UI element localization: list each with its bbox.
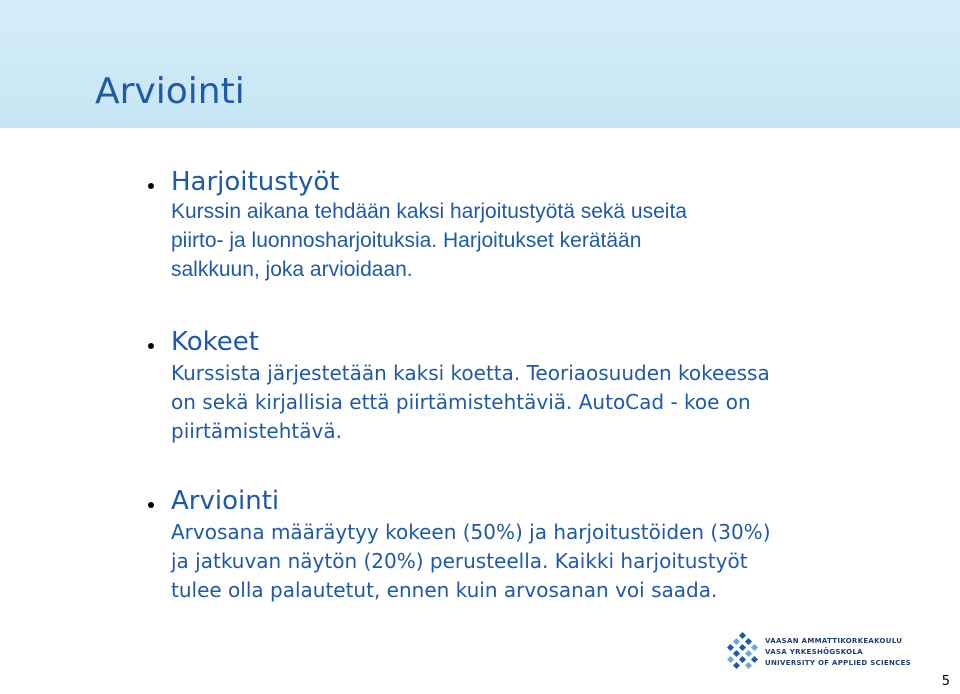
logo-line: VASA YRKESHÖGSKOLA (765, 648, 863, 656)
university-logo (727, 632, 911, 672)
bullet-heading: Kokeet (171, 327, 259, 357)
bullet-line: salkkuun, joka arvioidaan. (171, 258, 413, 281)
bullet-dot (148, 502, 154, 508)
university-logo-icon (727, 632, 759, 672)
bullet-line: piirto- ja luonnosharjoituksia. Harjoitukset kerätään (171, 229, 642, 252)
bullet-line: on sekä kirjallisia että piirtämistehtäviä. AutoCad - koe on (171, 390, 751, 414)
bullet-body (171, 359, 891, 446)
page-number: 5 (941, 674, 950, 689)
bullet-line: Kurssista järjestetään kaksi koetta. Teoriaosuuden kokeessa (171, 361, 770, 385)
bullet-line: tulee olla palautetut, ennen kuin arvosanan voi saada. (171, 578, 718, 602)
bullet-line: Kurssin aikana tehdään kaksi harjoitustyötä sekä useita (171, 200, 687, 223)
logo-line: VAASAN AMMATTIKORKEAKOULU (765, 637, 903, 645)
bullet-heading: Harjoitustyöt (171, 167, 340, 197)
logo-line: UNIVERSITY OF APPLIED SCIENCES (765, 659, 911, 667)
slide-title: Arviointi (95, 71, 245, 112)
bullet-line: Arvosana määräytyy kokeen (50%) ja harjoitustöiden (30%) (171, 520, 771, 544)
bullet-body (171, 518, 891, 605)
bullet-line: piirtämistehtävä. (171, 419, 342, 443)
bullet-dot (148, 343, 154, 349)
bullet-line: ja jatkuvan näytön (20%) perusteella. Kaikki harjoitustyöt (171, 549, 748, 573)
bullet-heading: Arviointi (171, 486, 280, 516)
university-logo-text (765, 636, 915, 669)
bullet-dot (148, 183, 154, 189)
bullet-body (171, 197, 891, 284)
